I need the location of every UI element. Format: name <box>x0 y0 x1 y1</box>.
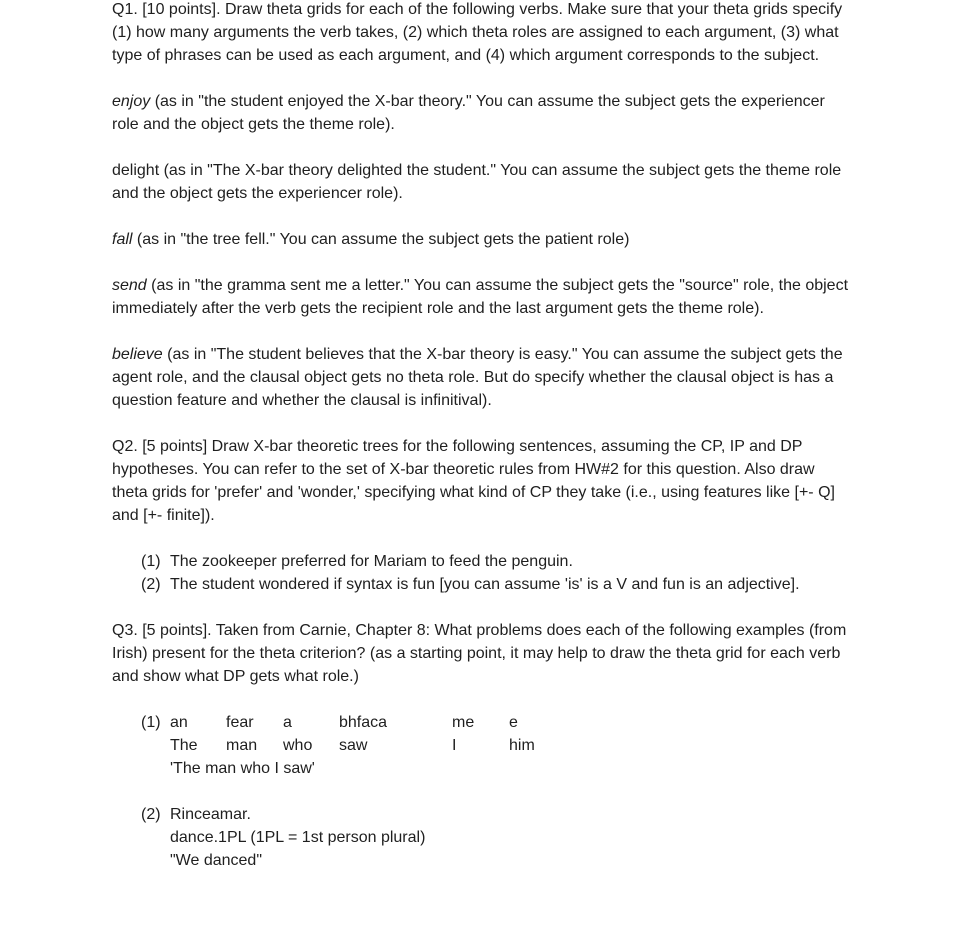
q2-intro: Q2. [5 points] Draw X-bar theoretic trees for the following sentences, assuming the CP, IP and DP hypotheses. You can refer to the set of X-bar theoretic rules from HW#2 for this question. Also draw theta grids for 'prefer' and 'wonder,' specifying what kind of CP they take (i.e., using features like [+- Q] and [+- finite]). <box>112 438 835 524</box>
verb-name: fall <box>112 231 133 248</box>
gloss-word: him <box>509 737 535 754</box>
interlinear-gloss <box>112 711 852 780</box>
verb-description: (as in "The X-bar theory delighted the student." You can assume the subject gets the theme role and the object gets the experiencer role). <box>112 162 842 202</box>
translation: 'The man who I saw' <box>170 760 315 777</box>
example-number: (1) <box>141 714 161 731</box>
interlinear-gloss <box>112 803 852 872</box>
verb-description: (as in "the tree fell." You can assume the subject gets the patient role) <box>132 231 630 248</box>
gloss-line: dance.1PL (1PL = 1st person plural) <box>170 829 426 846</box>
q1-verb-send <box>112 274 852 320</box>
q1-verb-delight <box>112 159 852 205</box>
q3-intro: Q3. [5 points]. Taken from Carnie, Chapter 8: What problems does each of the following examples (from Irish) present for the theta criterion? (as a starting point, it may help to draw the theta grid for each verb and show what DP gets what role.) <box>112 622 847 685</box>
q2-sentence-list <box>112 550 852 596</box>
verb-description: (as in "The student believes that the X-bar theory is easy." You can assume the subject gets the agent role, and the clausal object gets no theta role. But do specify whether the clausal object is has a question feature and whether the clausal is infinitival). <box>112 346 843 409</box>
gloss-word: who <box>283 737 313 754</box>
q1-intro: Q1. [10 points]. Draw theta grids for each of the following verbs. Make sure that your theta grids specify (1) how many arguments the verb takes, (2) which theta roles are assigned to each argument, (3) what type of phrases can be used as each argument, and (4) which argument corresponds to the subject. <box>112 1 843 64</box>
irish-form: Rinceamar. <box>170 806 251 823</box>
q3-example-1 <box>112 711 852 780</box>
gloss-word: saw <box>339 737 368 754</box>
q1-verb-believe <box>112 343 852 412</box>
irish-word: me <box>452 714 475 731</box>
q3-example-2 <box>112 803 852 872</box>
gloss-word: man <box>226 737 258 754</box>
q1-verb-enjoy <box>112 90 852 136</box>
example-number: (2) <box>141 806 161 823</box>
list-number: (2) <box>141 576 161 593</box>
verb-name: send <box>112 277 147 294</box>
irish-word: e <box>509 714 518 731</box>
irish-word: a <box>283 714 292 731</box>
list-item <box>112 573 810 596</box>
english-gloss-row <box>170 734 852 757</box>
list-number: (1) <box>141 553 161 570</box>
translation: "We danced" <box>170 852 263 869</box>
sentence-text: The student wondered if syntax is fun [you can assume 'is' is a V and fun is an adjective]. <box>170 576 800 593</box>
verb-name: enjoy <box>112 93 151 110</box>
verb-name: believe <box>112 346 163 363</box>
gloss-word: I <box>452 737 457 754</box>
sentence-text: The zookeeper preferred for Mariam to feed the penguin. <box>170 553 573 570</box>
verb-description: (as in "the gramma sent me a letter." You can assume the subject gets the "source" role, the object immediately after the verb gets the recipient role and the last argument gets the theme role). <box>112 277 849 317</box>
irish-word: fear <box>226 714 254 731</box>
list-item <box>112 550 810 573</box>
irish-words-row <box>170 711 852 734</box>
verb-description: (as in "the student enjoyed the X-bar theory." You can assume the subject gets the experiencer role and the object gets the theme role). <box>112 93 825 133</box>
verb-name: delight <box>112 162 160 179</box>
gloss-word: The <box>170 737 198 754</box>
document-page <box>112 0 852 895</box>
irish-word: an <box>170 714 188 731</box>
q1-verb-fall <box>112 228 852 251</box>
irish-word: bhfaca <box>339 714 388 731</box>
